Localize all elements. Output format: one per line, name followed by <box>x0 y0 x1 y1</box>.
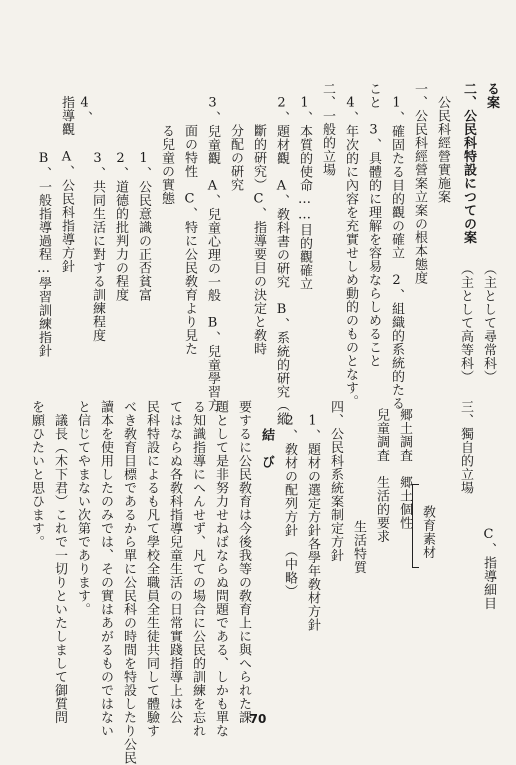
text-line: 郷土調査 郷土個性 <box>397 408 412 530</box>
text-line: 4、年次的に內容を充實せしめ動的のものとなす。 <box>343 82 358 408</box>
text-line: 1、確固たる目的觀の確立 2、組織的系統的たる <box>389 82 404 410</box>
text-line: 二、一般的立場 <box>320 82 335 177</box>
text-line: 一、公民科經營案立案の根本態度 <box>412 82 427 285</box>
text-line: と信じてやまない次第であります。 <box>75 400 90 616</box>
text-line: 敎育素材 <box>420 505 435 559</box>
text-line: 2、敎材の配列方針 （中略） <box>282 400 297 598</box>
text-line: こと 3、具體的に理解を容易ならしめること <box>366 82 381 368</box>
text-line: 斷的硏究）C、指導要目の決定と敎時 <box>251 124 266 356</box>
text-line: 議長（木下君）これで一切りといたしまして御質問 <box>52 400 67 724</box>
text-line: を願ひたいと思ひます。 <box>29 400 44 549</box>
text-line: 3、兒童觀 A、兒童心理の一般 B、兒童學習方 <box>205 82 220 412</box>
text-line: 2、道德的批判力の程度 <box>113 124 128 302</box>
text-line: 3、共同生活に對する訓練程度 <box>90 124 105 342</box>
text-line: 4、 <box>77 82 92 125</box>
text-line: B、一般指導過程…學習訓練指針 <box>36 124 51 358</box>
text-line: 分配の硏究 <box>228 124 243 192</box>
heading-section-3: 三、獨自的立場 <box>458 400 473 495</box>
text-line: 生活特質 <box>351 493 366 574</box>
text-line: 題として是非努力せねばならぬ問題である、しかも單な <box>213 400 228 738</box>
page-number: 70 <box>249 712 267 726</box>
text-line: べき敎育目標であるから單に公民科の時間を特設したり公民 <box>121 400 136 765</box>
text-line: 2、題材觀 A、敎科書の硏究 B、系統的硏究（縱 <box>274 82 289 426</box>
text-line: 讀本を使用したのみでは、その實はあがるものではない <box>98 400 113 738</box>
brace <box>412 484 419 568</box>
text-line: 指導觀 A、公民科指導方針 <box>59 82 74 273</box>
text-line: 1、公民意識の正否貧富 <box>136 124 151 302</box>
text-line: 1、題材の選定方針各學年敎材方針 <box>305 400 320 632</box>
text-line: 面の特性 C、特に公民敎育より見た <box>182 124 197 356</box>
note-koto: （主として高等科） <box>458 262 473 384</box>
text-line: 1、本質的使命……目的觀確立 <box>297 82 312 291</box>
heading-conclusion: 結 び <box>259 428 274 469</box>
text-line: てはならぬ各敎科指導兒童生活の日常實踐指導上は公 <box>167 400 182 724</box>
note-jinjo: （主として尋常科） <box>481 262 496 384</box>
heading-section-4: 四、公民科系統案制定方針 <box>328 400 343 562</box>
text-line: C、指導細目 <box>481 500 496 610</box>
text-line: 要するに公民敎育は今後我等の敎育上に與へられた課 <box>236 400 251 724</box>
heading-section-2: 二、公民科特設につての案 <box>461 82 476 244</box>
heading-proposal-end: る案 <box>484 82 499 109</box>
text-line: る兒童の實態 <box>159 124 174 205</box>
text-line: 民科特設によるも凡て學校全職員全生徒共同して體驗す <box>144 400 159 738</box>
text-line: る知識指導にへんせず、凡ての場合に公民的訓練を忘れ <box>190 400 205 738</box>
text-line: 兒童調査 生活的要求 <box>374 408 389 543</box>
heading-plan: 公民科經營實施案 <box>435 82 450 204</box>
